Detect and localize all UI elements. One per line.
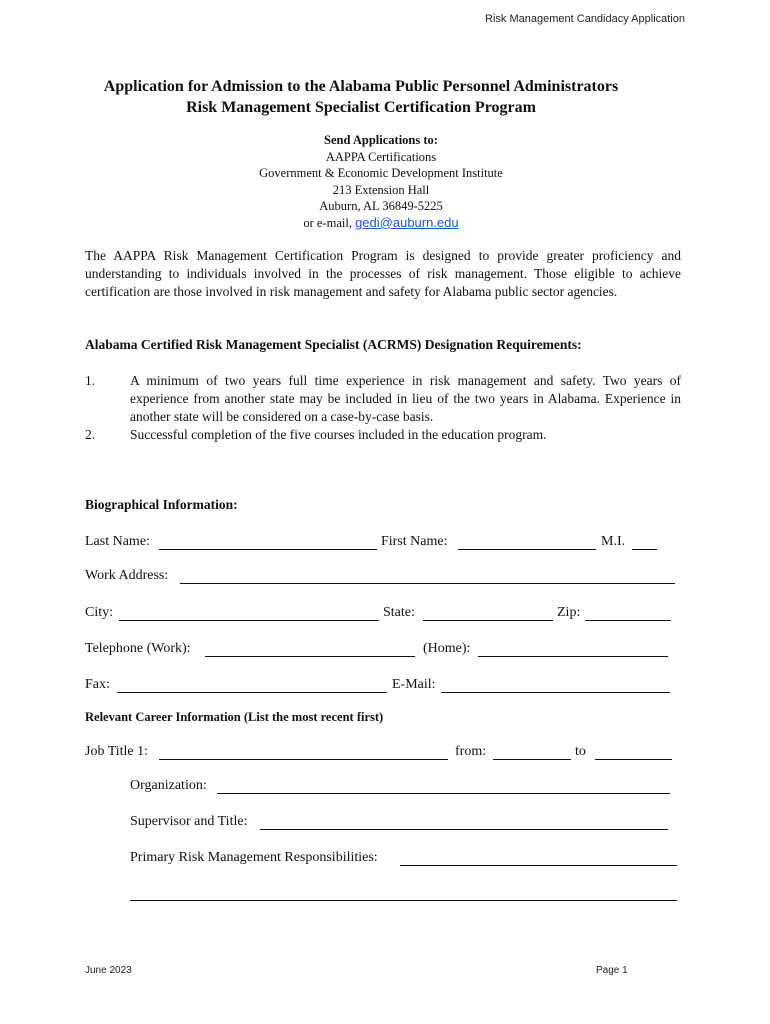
- requirement-item-2: [85, 426, 681, 444]
- requirements-heading: Alabama Certified Risk Management Specialist (ACRMS) Designation Requirements:: [85, 337, 582, 352]
- career-heading: Relevant Career Information (List the most recent first): [85, 710, 384, 724]
- telephone-work-field[interactable]: [205, 641, 415, 657]
- address-line-2: Government & Economic Development Institute: [259, 166, 503, 180]
- address-line-1: AAPPA Certifications: [325, 149, 437, 164]
- item-number: 1.: [85, 373, 96, 388]
- telephone-row: [85, 641, 685, 661]
- work-address-label: Work Address:: [85, 568, 169, 583]
- from-label: from:: [455, 744, 487, 759]
- intro-paragraph: The AAPPA Risk Management Certification Program is designed to provide greater proficiency and understanding to individuals involved in the processes of risk management. Those eligible to achieve certification are those involved in risk management and safety for Alabama public sector agencies.: [85, 248, 681, 299]
- supervisor-row: [130, 814, 675, 834]
- last-name-field[interactable]: [159, 534, 377, 550]
- mi-field[interactable]: [632, 534, 657, 550]
- document-title: [0, 76, 722, 118]
- responsibilities-label: Primary Risk Management Responsibilities:: [130, 850, 378, 865]
- item-text: A minimum of two years full time experience in risk management and safety. Two years of experience from another state may be included in lieu of the two years in Alabama. Experience in another state will be considered on a case-by-case basis.: [130, 373, 681, 424]
- from-date-field[interactable]: [493, 744, 571, 760]
- first-name-field[interactable]: [458, 534, 596, 550]
- responsibilities-field-continued[interactable]: [130, 885, 677, 901]
- biographical-heading: Biographical Information:: [85, 497, 238, 512]
- title-line-1: Application for Admission to the Alabama Public Personnel Administrators: [103, 78, 619, 95]
- name-row: [85, 534, 685, 554]
- supervisor-label: Supervisor and Title:: [130, 814, 248, 829]
- city-label: City:: [85, 605, 114, 620]
- mi-label: M.I.: [601, 534, 626, 549]
- footer-page-number: Page 1: [596, 965, 628, 976]
- responsibilities-row: [130, 850, 680, 870]
- first-name-label: First Name:: [381, 534, 448, 549]
- organization-field[interactable]: [217, 778, 670, 794]
- work-address-field[interactable]: [180, 568, 675, 584]
- job-title-row: [85, 744, 685, 764]
- requirement-item-1: [85, 372, 681, 426]
- address-heading: Send Applications to:: [324, 133, 438, 147]
- to-date-field[interactable]: [595, 744, 672, 760]
- city-state-zip-row: [85, 605, 685, 625]
- state-label: State:: [383, 605, 415, 620]
- running-header: Risk Management Candidacy Application: [485, 13, 685, 25]
- home-phone-field[interactable]: [478, 641, 668, 657]
- home-phone-label: (Home):: [423, 641, 471, 656]
- address-line-3: 213 Extension Hall: [332, 182, 430, 197]
- email-prefix: or e-mail,: [303, 215, 352, 230]
- email-field[interactable]: [441, 677, 670, 693]
- organization-label: Organization:: [130, 778, 207, 793]
- last-name-label: Last Name:: [85, 534, 150, 549]
- fax-label: Fax:: [85, 677, 110, 692]
- job-title-field[interactable]: [159, 744, 448, 760]
- zip-label: Zip:: [557, 605, 581, 620]
- address-line-4: Auburn, AL 36849-5225: [319, 199, 443, 213]
- work-address-row: [85, 568, 685, 588]
- title-line-2: Risk Management Specialist Certification Program: [186, 99, 536, 116]
- fax-field[interactable]: [117, 677, 387, 693]
- fax-email-row: [85, 677, 685, 697]
- email-label: E-Mail:: [392, 677, 436, 692]
- item-text: Successful completion of the five courses included in the education program.: [130, 427, 547, 442]
- item-number: 2.: [85, 427, 96, 442]
- supervisor-field[interactable]: [260, 814, 668, 830]
- city-field[interactable]: [119, 605, 379, 621]
- job-title-label: Job Title 1:: [85, 744, 149, 759]
- to-label: to: [575, 744, 586, 759]
- organization-row: [130, 778, 675, 798]
- responsibilities-field[interactable]: [400, 850, 677, 866]
- telephone-work-label: Telephone (Work):: [85, 641, 191, 656]
- footer-date: June 2023: [85, 965, 132, 976]
- email-link[interactable]: gedi@auburn.edu: [355, 214, 459, 230]
- address-email-line: [0, 215, 762, 232]
- send-to-address: [0, 132, 762, 231]
- state-field[interactable]: [423, 605, 553, 621]
- zip-field[interactable]: [585, 605, 671, 621]
